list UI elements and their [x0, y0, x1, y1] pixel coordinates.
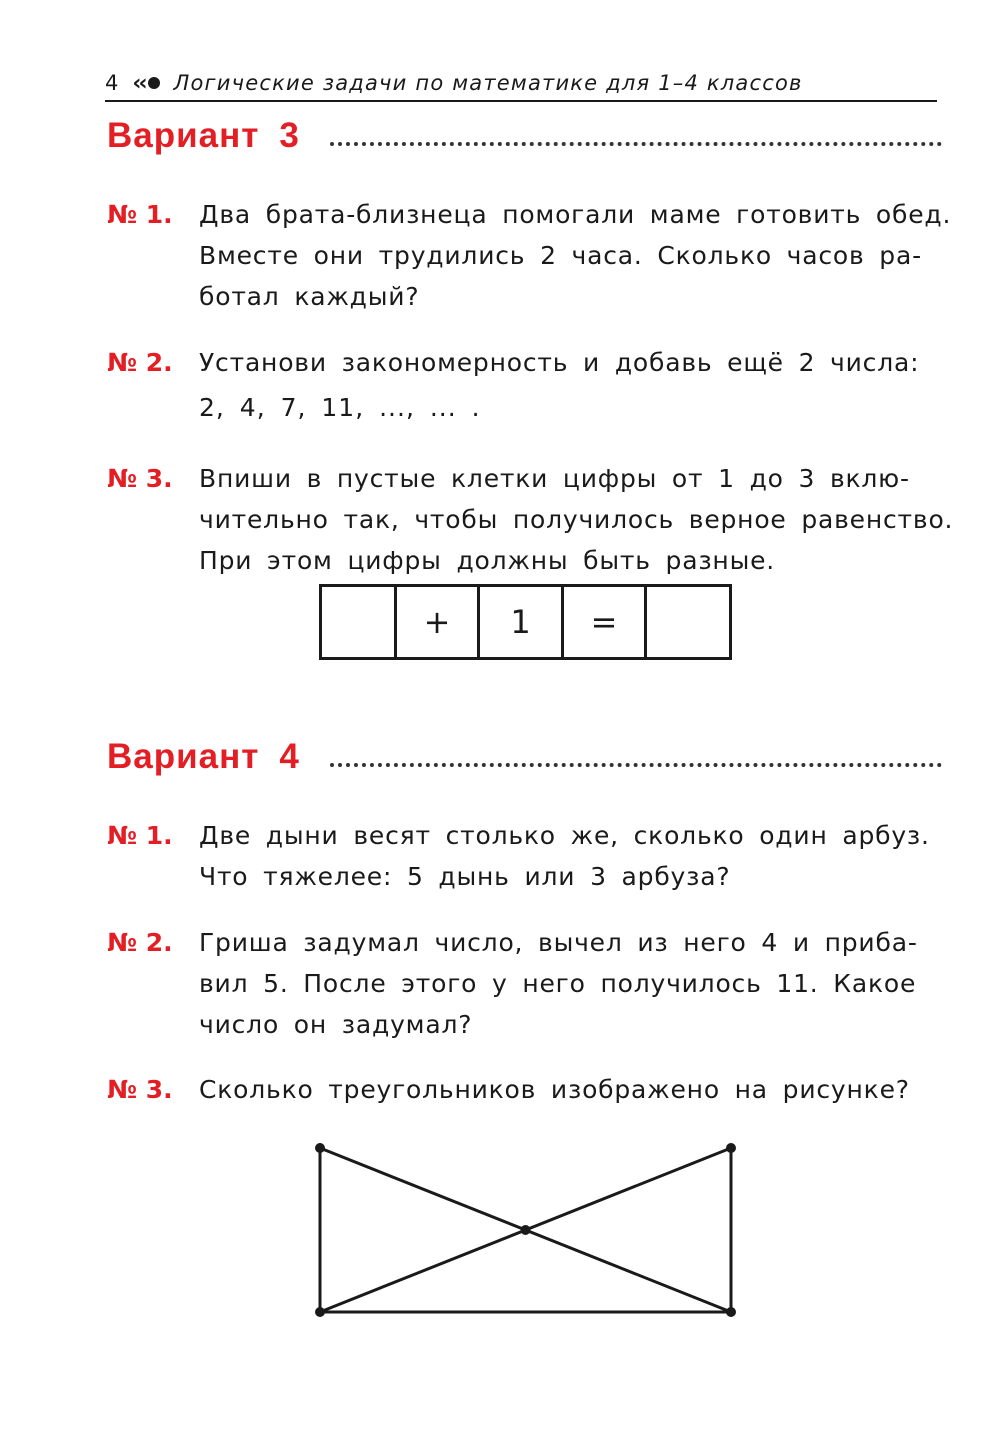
task-label: № 2. — [107, 928, 173, 957]
dotted-leader — [330, 142, 942, 146]
number-one-cell: 1 — [480, 587, 564, 657]
vertex-point — [521, 1225, 531, 1235]
task-line: число он задумал? — [199, 1010, 473, 1039]
task-label: № 2. — [107, 348, 173, 377]
task-text — [199, 922, 942, 1045]
task-text — [199, 194, 952, 317]
variant-number: 3 — [279, 116, 300, 155]
task-line: Сколько треугольников изображено на рисунке? — [199, 1075, 910, 1104]
task-v4-1 — [107, 815, 942, 897]
equation-grid — [319, 584, 732, 660]
task-line: вил 5. После этого у него получилось 11. Какое — [199, 969, 917, 998]
task-line: Две дыни весят столько же, сколько один арбуз. — [199, 821, 930, 850]
task-text — [199, 815, 942, 897]
task-line: Два брата-близнеца помогали маме готовить обед. — [199, 200, 952, 229]
task-text — [199, 1069, 942, 1110]
task-line: Вместе они трудились 2 часа. Сколько часов ра- — [199, 241, 922, 270]
task-line: Гриша задумал число, вычел из него 4 и приба- — [199, 928, 918, 957]
task-label: № 3. — [107, 1075, 173, 1104]
vertex-point — [726, 1307, 736, 1317]
variant-title: Вариант — [107, 737, 260, 776]
task-text — [199, 458, 954, 581]
task-v3-3 — [107, 458, 954, 581]
task-label: № 1. — [107, 821, 173, 850]
task-label: № 1. — [107, 200, 173, 229]
variant-number: 4 — [279, 737, 300, 776]
variant-3-heading — [107, 116, 942, 156]
task-text — [199, 342, 942, 383]
task-line: Что тяжелее: 5 дынь или 3 арбуза? — [199, 862, 731, 891]
page-header — [105, 66, 937, 102]
task-line: Установи закономерность и добавь ещё 2 числа: — [199, 348, 920, 377]
task-line: чительно так, чтобы получилось верное равенство. — [199, 505, 954, 534]
book-title: Логические задачи по математике для 1–4 классов — [173, 71, 803, 95]
bullet-marker-icon: ‹‹ — [132, 71, 159, 96]
variant-4-heading — [107, 737, 942, 777]
task-line: ботал каждый? — [199, 282, 420, 311]
task-label: № 3. — [107, 464, 173, 493]
task-line: Впиши в пустые клетки цифры от 1 до 3 вклю- — [199, 464, 910, 493]
task-v4-3 — [107, 1069, 942, 1110]
vertex-point — [315, 1143, 325, 1153]
plus-sign-cell: + — [397, 587, 480, 657]
vertex-point — [315, 1307, 325, 1317]
triangles-figure — [300, 1130, 750, 1330]
vertex-point — [726, 1143, 736, 1153]
number-sequence: 2, 4, 7, 11, ..., ... . — [199, 393, 481, 422]
task-line: При этом цифры должны быть разные. — [199, 546, 776, 575]
task-v3-1 — [107, 194, 952, 317]
variant-title: Вариант — [107, 116, 260, 155]
equals-sign-cell: = — [564, 587, 647, 657]
task-v4-2 — [107, 922, 942, 1045]
dotted-leader — [330, 763, 942, 767]
empty-cell[interactable] — [647, 587, 729, 657]
task-v3-2 — [107, 342, 942, 383]
page-number: 4 — [105, 71, 119, 95]
empty-cell[interactable] — [322, 587, 397, 657]
